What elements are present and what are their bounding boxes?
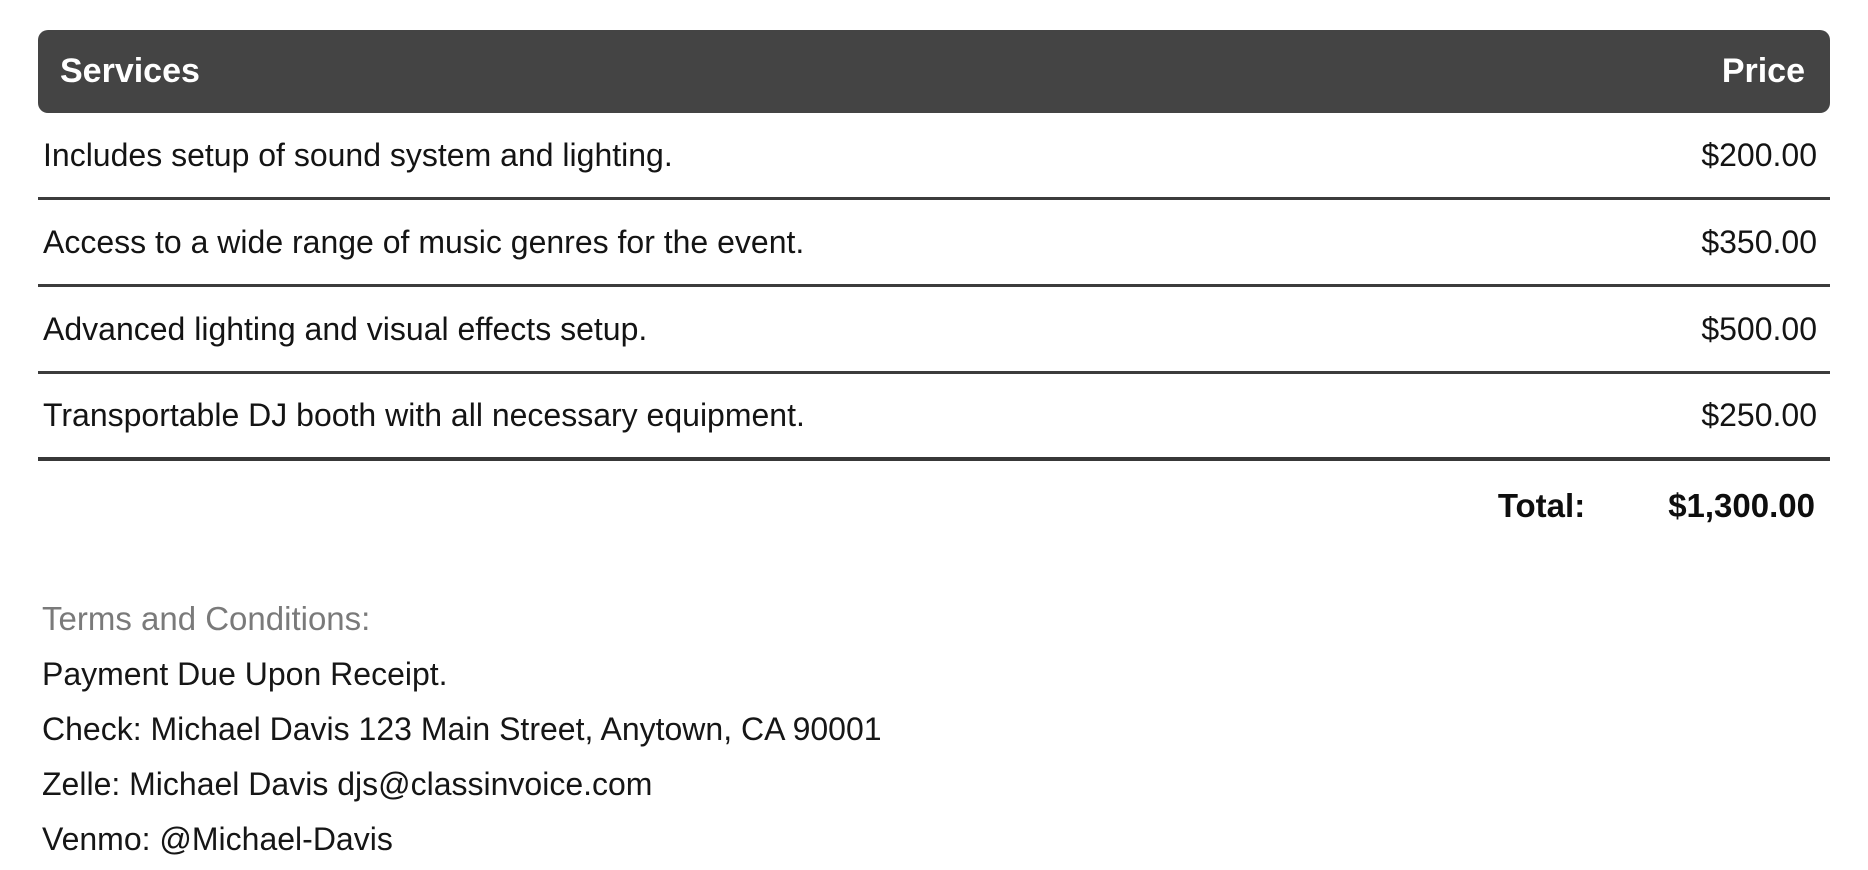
service-description: Transportable DJ booth with all necessary equipment. [43, 397, 805, 433]
service-description: Advanced lighting and visual effects setup. [43, 310, 648, 347]
table-row [38, 200, 1830, 287]
table-row [38, 113, 1830, 200]
service-description: Access to a wide range of music genres for the event. [43, 223, 805, 260]
terms-section [38, 591, 1830, 867]
services-table [38, 30, 1830, 551]
table-row [38, 374, 1830, 461]
service-price: $350.00 [1701, 223, 1817, 260]
service-price: $500.00 [1701, 310, 1817, 347]
terms-line-zelle: Zelle: Michael Davis djs@classinvoice.com [42, 766, 653, 802]
service-price: $200.00 [1701, 136, 1817, 173]
terms-line-venmo: Venmo: @Michael-Davis [42, 821, 393, 857]
terms-line-check: Check: Michael Davis 123 Main Street, Anytown, CA 90001 [42, 711, 882, 747]
table-header [38, 30, 1830, 113]
price-column-header: Price [1721, 52, 1805, 90]
services-column-header: Services [60, 52, 200, 90]
terms-line-payment: Payment Due Upon Receipt. [42, 656, 448, 692]
total-value: $1,300.00 [1668, 487, 1815, 524]
terms-heading: Terms and Conditions: [42, 600, 371, 637]
total-label: Total: [1497, 487, 1586, 524]
table-row [38, 287, 1830, 374]
service-price: $250.00 [1701, 397, 1817, 433]
total-row [38, 461, 1830, 551]
service-description: Includes setup of sound system and lighting. [43, 136, 673, 173]
